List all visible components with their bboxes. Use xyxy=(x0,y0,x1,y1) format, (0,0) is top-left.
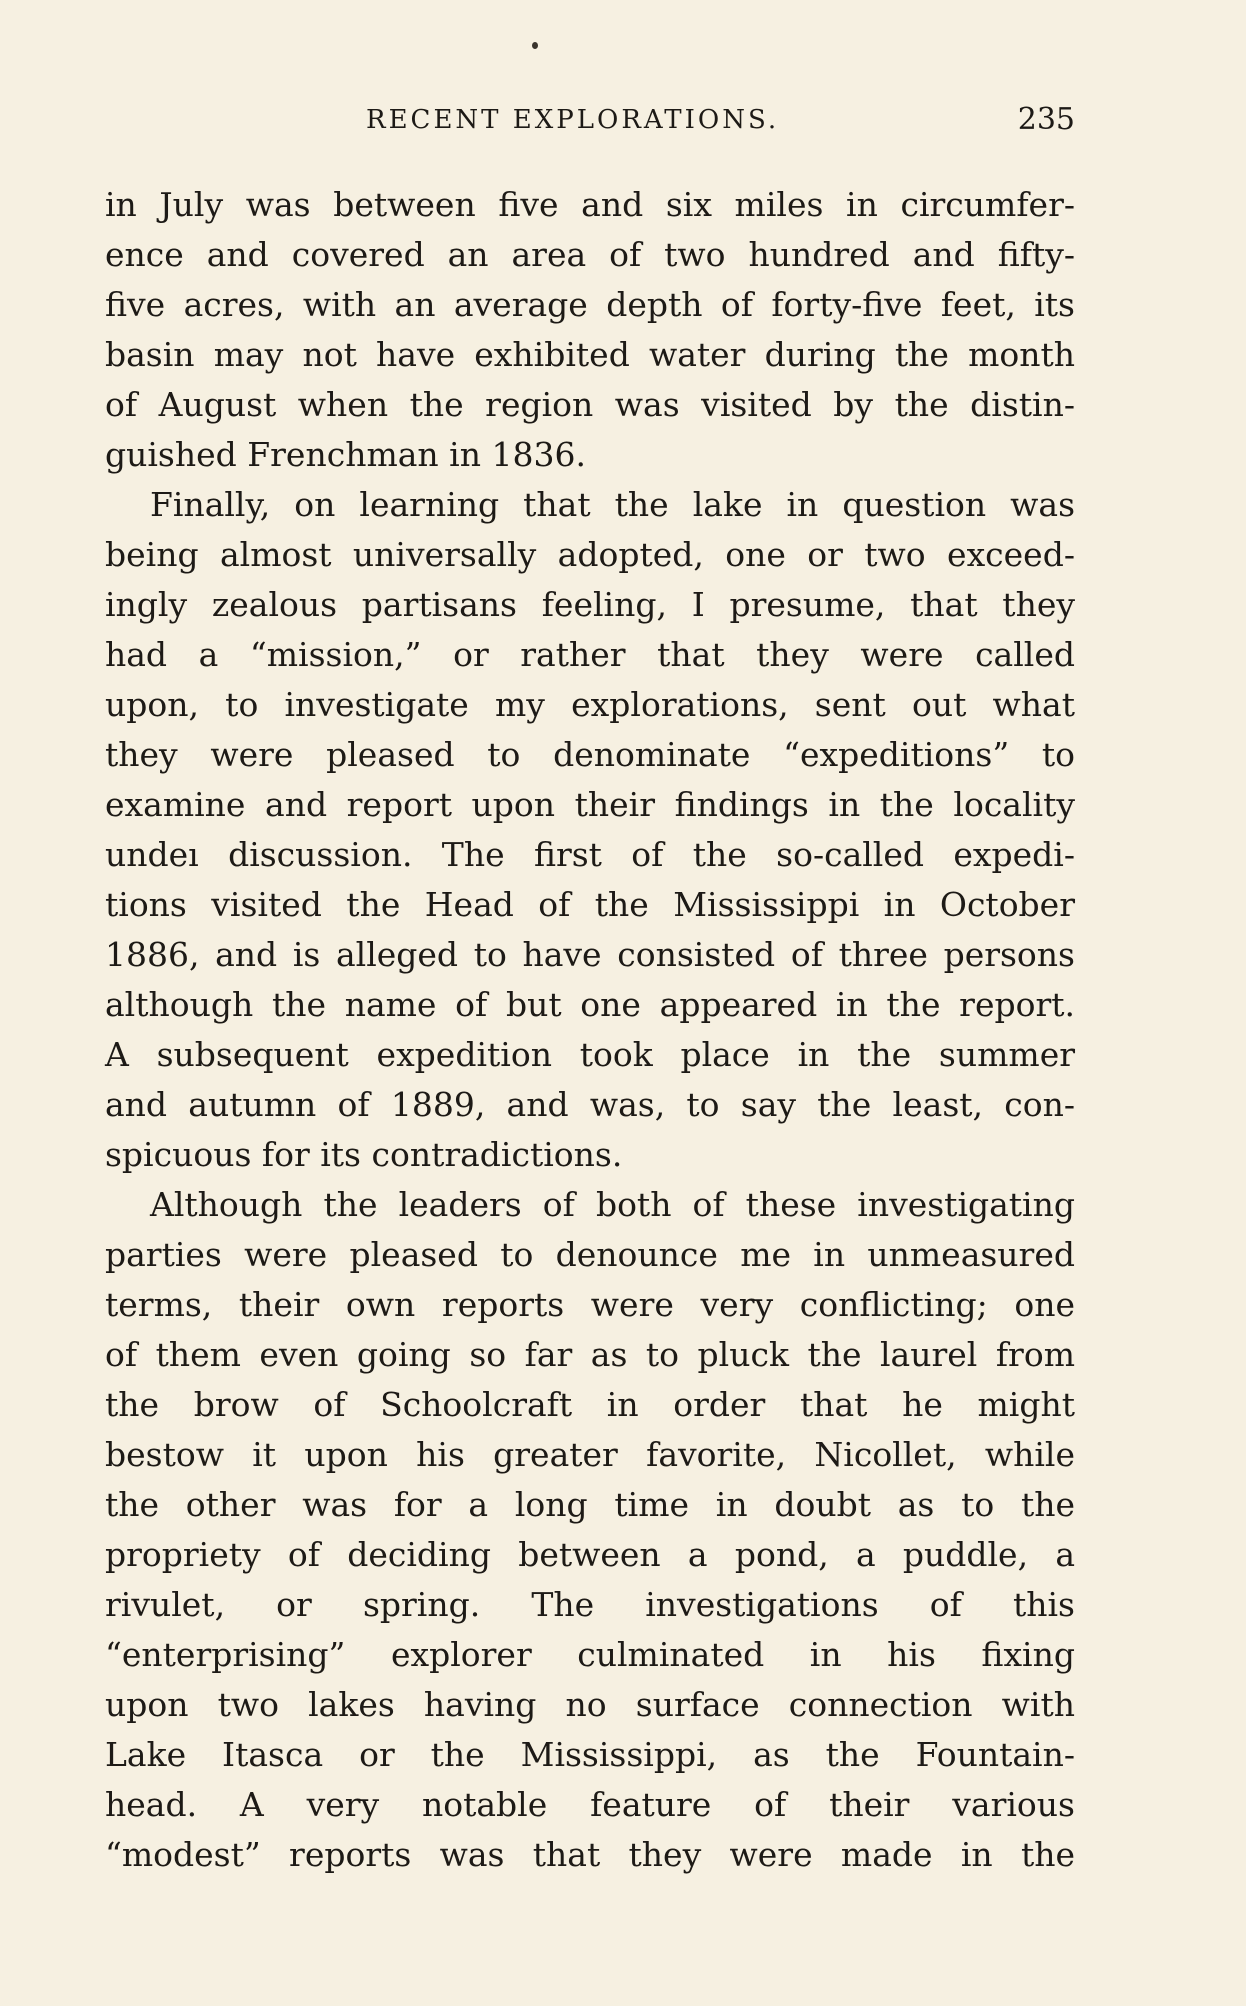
text-line: basin may not have exhibited water during the month xyxy=(105,335,1075,374)
text-line: although the name of but one appeared in the report. xyxy=(105,985,1075,1024)
text-line: spicuous for its contradictions. xyxy=(105,1135,623,1174)
text-line: in July was between five and six miles in circumfer- xyxy=(105,185,1075,224)
text-line: propriety of deciding between a pond, a puddle, a xyxy=(105,1535,1075,1574)
text-line: 1886, and is alleged to have consisted of three persons xyxy=(105,935,1075,974)
text-line: Lake Itasca or the Mississippi, as the Fountain- xyxy=(105,1735,1075,1774)
text-line: five acres, with an average depth of forty-five feet, its xyxy=(105,285,1075,324)
text-line: examine and report upon their findings in the locality xyxy=(105,785,1075,824)
text-line: terms, their own reports were very conflicting; one xyxy=(105,1285,1075,1324)
text-line: ingly zealous partisans feeling, I presume, that they xyxy=(105,585,1075,624)
text-line: of August when the region was visited by the distin- xyxy=(105,385,1075,424)
text-line: the other was for a long time in doubt as to the xyxy=(105,1485,1075,1524)
running-header xyxy=(105,100,1075,140)
body-text xyxy=(105,180,1075,1880)
text-line: guished Frenchman in 1836. xyxy=(105,435,586,474)
page-number: 235 xyxy=(1017,102,1075,137)
text-line: being almost universally adopted, one or two exceed- xyxy=(105,535,1075,574)
text-line: the brow of Schoolcraft in order that he might xyxy=(105,1385,1075,1424)
text-line: upon two lakes having no surface connection with xyxy=(105,1685,1075,1724)
text-line: ence and covered an area of two hundred and fifty- xyxy=(105,235,1075,274)
text-line: A subsequent expedition took place in the summer xyxy=(105,1035,1075,1074)
text-line: had a “mission,” or rather that they were called xyxy=(105,635,1075,674)
text-line: Finally, on learning that the lake in question was xyxy=(150,485,1075,524)
text-line: undeı discussion. The first of the so-called expedi- xyxy=(105,835,1075,874)
text-line: rivulet, or spring. The investigations of this xyxy=(105,1585,1075,1624)
text-line: tions visited the Head of the Mississippi in October xyxy=(105,885,1075,924)
running-title: RECENT EXPLORATIONS. xyxy=(366,105,780,135)
text-line: Although the leaders of both of these investigating xyxy=(150,1185,1075,1224)
text-line: parties were pleased to denounce me in unmeasured xyxy=(105,1235,1075,1274)
ink-speck xyxy=(532,42,538,49)
text-line: head. A very notable feature of their various xyxy=(105,1785,1075,1824)
text-line: upon, to investigate my explorations, sent out what xyxy=(105,685,1075,724)
text-line: “modest” reports was that they were made in the xyxy=(105,1835,1075,1874)
text-line: of them even going so far as to pluck the laurel from xyxy=(105,1335,1075,1374)
text-line: “enterprising” explorer culminated in his fixing xyxy=(105,1635,1075,1674)
text-line: bestow it upon his greater favorite, Nicollet, while xyxy=(105,1435,1075,1474)
text-line: they were pleased to denominate “expeditions” to xyxy=(105,735,1075,774)
text-line: and autumn of 1889, and was, to say the least, con- xyxy=(105,1085,1075,1124)
